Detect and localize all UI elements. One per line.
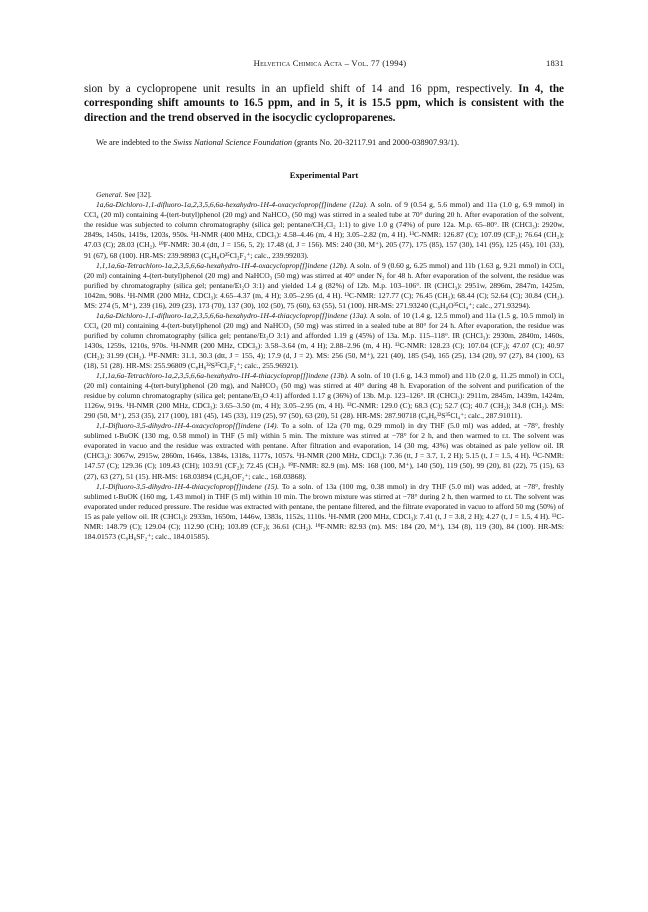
compound-12b-paragraph: 1,1,1a,6a-Tetrachloro-1a,2,3,5,6,6a-hexahydro-1H-4-oxacycloprop[f]indene (12b). A soln. of 9 (0.60 g, 6.25 mmol) and 11b (1.63 g, 9.21 mmol) in CCl₄ (20 ml) containing 4-(tert-butyl)phenol (20 mg) and NaHCO₃ (50 mg) was stirred at 40° under N₂ for 48 h. After evaporation of the solvent, the residue was purified by chromatography (silica gel; pentane/Et₂O 3:1) and yielded 1.4 g (82%) of 12b. M.p. 103–106°. IR (CHCl₃): 2951w, 2896m, 2847m, 1425m, 1042m, 908s. ¹H-NMR (200 MHz, CDCl₃): 4.65–4.37 (m, 4 H); 3.05–2.95 (d, 4 H). ¹³C-NMR: 127.77 (C); 76.45 (CH₂); 68.44 (C); 52.64 (C); 30.84 (CH₂). MS: 274 (5, M⁺), 239 (16), 209 (23), 173 (70), 137 (30), 102 (50), 75 (60), 63 (55), 51 (100). HR-MS: 271.93240 (C₈H₈O³⁵Cl₄⁺; calc., 271.93294). xyxy=(84,260,565,310)
compound-13a-paragraph: 1a,6a-Dichloro-1,1-difluoro-1a,2,3,5,6,6a-hexahydro-1H-4-thiacycloprop[f]indene (13a). A soln. of 10 (1.4 g, 12.5 mmol) and 11a (1.5 g, 10.5 mmol) in CCl₄ (20 ml) containing 4-(tert-butyl)phenol (20 mg) and NaHCO₃ (50 mg) was stirred in a sealed tube at 80° for 24 h. After evaporation, the residue was purified by column chromatography (silica gel; pentane/Et₂O 3:1) and afforded 1.19 g (45%) of 13a. M.p. 115–118°. IR (CHCl₃): 2930m, 2840m, 1460s, 1430s, 1259s, 1210s, 970s. ¹H-NMR (200 MHz, CDCl₃): 3.58–3.64 (m, 4 H); 2.88–2.96 (m, 4 H). ¹³C-NMR: 128.23 (C); 107.04 (CF₂); 47.07 (C); 40.97 (CH₂); 31.99 (CH₂). ¹⁹F-NMR: 31.1, 30.3 (dtt, J = 155, 4); 17.9 (d, J = 2). MS: 256 (50, M⁺), 221 (40), 185 (54), 165 (25), 134 (20), 97 (27), 84 (100), 63 (18), 51 (28). HR-MS: 255.96809 (C₈H₈³²S³⁵Cl₂F₂⁺; calc., 255.96921). xyxy=(84,310,564,371)
section-title: Experimental Part xyxy=(289,170,359,181)
page-number: 1831 xyxy=(546,58,564,68)
general-paragraph: General. See [32]. xyxy=(96,190,152,200)
acknowledgement: We are indebted to the Swiss National Science Foundation (grants No. 20-32117.91 and 2000-038907.93/1). xyxy=(96,138,460,148)
compound-15-paragraph: 1,1-Difluoro-3,5-dihydro-1H-4-thiacycloprop[f]indene (15). To a soln. of 13a (100 mg, 0.38 mmol) in dry THF (5.0 ml) was added, at −78°, freshly sublimed t-BuOK (160 mg, 1.43 mmol) in THF (5 ml) within 10 min. The brown mixture was stirred at −78° during 2 h, then warmed to r.t. The solvent was evaporated under reduced pressure. The residue was extracted with pentane, the pentane filtered, and the filtrate evaporated in vacuo to afford 50 mg (50%) of 15 as pale yellow oil. IR (CHCl₃): 2933m, 1650m, 1446w, 1383s, 1152s, 1110s. ¹H-NMR (200 MHz, CDCl₃): 7.41 (t, J = 3.8, 2 H); 4.27 (t, J = 1.5, 4 H). ¹³C-NMR: 148.79 (C); 129.04 (C); 112.90 (CH); 103.89 (CF₂); 36.61 (CH₂). ¹⁹F-NMR: 82.93 (m). MS: 184 (20, M⁺), 134 (8), 119 (30), 84 (100). HR-MS: 184.01573 (C₉H₆SF₂⁺; calc., 184.01585). xyxy=(84,481,564,541)
compound-12a-paragraph: 1a,6a-Dichloro-1,1-difluoro-1a,2,3,5,6,6a-hexahydro-1H-4-oxacycloprop[f]indene (12a). A soln. of 9 (0.54 g, 5.6 mmol) and 11a (1.0 g, 6.9 mmol) in CCl₄ (20 ml) containing 4-(tert-butyl)phenol (20 mg) and NaHCO₃ (50 mg) was stirred in a sealed tube at 70° during 20 h. After evaporation of the solvent, the residue was subjected to column chromatography (silica gel; pentane/CH₂Cl₂ 1:1) to give 1.0 g (74%) of pure 12a. M.p. 65–80°. IR (CHCl₃): 2920w, 2849s, 1450s, 1419s, 1203s, 950s. ¹H-NMR (400 MHz, CDCl₃): 4.58–4.46 (m, 4 H); 3.05–2.82 (m, 4 H). ¹³C-NMR: 126.87 (C); 107.09 (CF₂); 76.64 (CH₂); 47.03 (C); 28.03 (CH₂). ¹⁹F-NMR: 30.4 (dtt, J = 156, 5, 2); 17.48 (d, J = 156). MS: 240 (30, M⁺), 205 (77), 175 (85), 157 (30), 141 (95), 125 (45), 101 (33), 91 (67), 68 (100). HR-MS: 239.98983 (C₈H₈O³⁵Cl₂F₂⁺; calc., 239.99203). xyxy=(84,200,564,260)
lead-paragraph: sion by a cyclopropene unit results in an upfield shift of 14 and 16 ppm, respectively. In 4, the corresponding shift amounts to 16.5 ppm, and in 5, it is 15.5 ppm, which is consistent with the direction and the trend observed in the isocyclic cycloproparenes. xyxy=(84,83,565,124)
running-header xyxy=(84,58,564,68)
paper-page xyxy=(84,58,564,542)
compound-14-paragraph: 1,1-Difluoro-3,5-dihydro-1H-4-oxacycloprop[f]indene (14). To a soln. of 12a (70 mg, 0.29 mmol) in dry THF (5.0 ml) was added, at −78°, freshly sublimed t-BuOK (130 mg, 0.58 mmol) in THF (5 ml) within 5 min. The mixture was stirred at −78° for 2 h, and then warmed to r.t. The solvent was evaporated in vacuo and the residue was extracted with pentane. After filtration and evaporation, 14 (30 mg, 43%) was obtained as pale yellow oil. IR (CHCl₃): 3067w, 2915w, 2860m, 1646s, 1384s, 1318s, 1177s, 1057s. ¹H-NMR (200 MHz, CDCl₃): 7.36 (tt, J = 3.7, 1, 2 H); 5.15 (t, J = 1.5, 4 H). ¹³C-NMR: 147.57 (C); 129.36 (C); 109.43 (CH); 103.91 (CF₂); 72.45 (CH₂). ¹⁹F-NMR: 82.9 (m). MS: 168 (100, M⁺), 140 (50), 119 (50), 99 (20), 81 (22), 75 (15), 63 (27), 63 (27), 51 (15). HR-MS: 168.03894 (C₉H₆OF₂⁺; calc., 168.03868). xyxy=(84,421,564,481)
compound-13b-paragraph: 1,1,1a,6a-Tetrachloro-1a,2,3,5,6,6a-hexahydro-1H-4-thiacycloprop[f]indene (13b). A soln. of 10 (1.6 g, 14.3 mmol) and 11b (2.0 g, 11.25 mmol) in CCl₄ (20 ml) containing 4-(tert-butyl)phenol (20 mg), and NaHCO₃ (50 mg) was stirred at 40° during 48 h. Evaporation of the solvent and purification of the residue by column chromatography (silica gel; pentane/Et₂O 4:1) afforded 1.17 g (36%) of 13b. M.p. 123–126°. IR (CHCl₃): 2911m, 2845m, 1439m, 1424m, 1126w, 919s. ¹H-NMR (200 MHz, CDCl₃): 3.65–3.50 (m, 4 H); 3.05–2.95 (m, 4 H). ¹³C-NMR: 129.0 (C); 68.3 (C); 52.7 (C); 40.7 (CH₂); 34.8 (CH₂). MS: 290 (50, M⁺), 253 (35), 217 (100), 181 (45), 145 (33), 119 (25), 97 (50), 63 (20), 51 (28). HR-MS: 287.90718 (C₈H₈³²S³⁵Cl₄⁺; calc., 287.91011). xyxy=(84,371,565,421)
journal-title: Helvetica Chimica Acta – Vol. 77 (1994) xyxy=(253,58,407,68)
